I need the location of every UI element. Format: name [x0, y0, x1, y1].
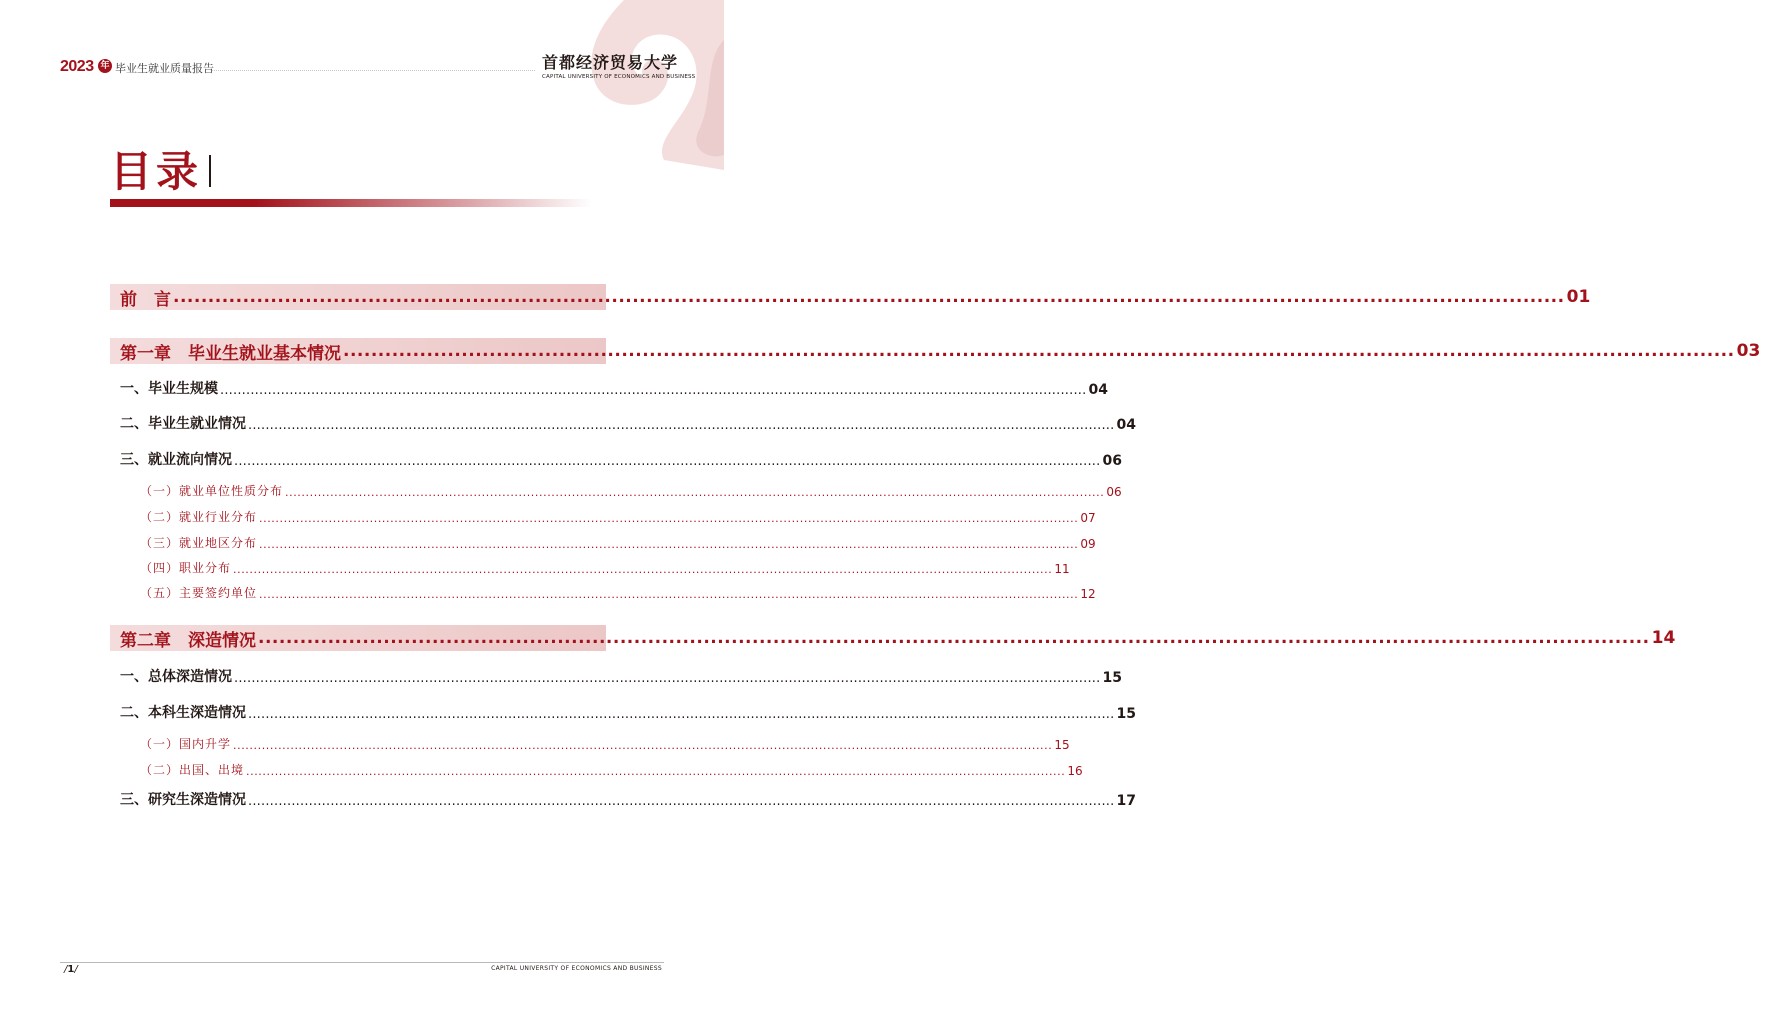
- footer-page-number: /1/: [64, 964, 78, 975]
- toc-entry[interactable]: [110, 509, 1096, 525]
- toc-entry-page: 01: [1566, 287, 1591, 307]
- toc-entry[interactable]: [110, 736, 1070, 752]
- toc-entry[interactable]: [110, 668, 1122, 686]
- toc-entry-page: 15: [1102, 670, 1122, 686]
- toc-leader-dots: ........................................................................................................................................................................................................: [259, 538, 1079, 551]
- toc-leader-dots: ........................................................................................................................................................................................................: [233, 739, 1053, 752]
- page-header: [60, 53, 696, 80]
- toc-entry-label: （四）职业分布: [140, 561, 232, 575]
- toc-entry-label: （一）国内升学: [140, 737, 232, 751]
- toc-leader-dots: ........................................................................................................................................................................................................: [234, 454, 1101, 469]
- toc-entry-label: 一、毕业生规模: [120, 381, 218, 397]
- toc-entry-page: 06: [1106, 485, 1122, 499]
- toc-entry-page: 04: [1116, 417, 1136, 433]
- toc-entry-page: 15: [1116, 706, 1136, 722]
- toc-entry-label: 一、总体深造情况: [120, 669, 232, 685]
- toc-entry-page: 04: [1088, 382, 1108, 398]
- toc-leader-dots: ........................................................................................................................................................................................................: [234, 671, 1101, 686]
- toc-entry[interactable]: [110, 284, 1591, 310]
- toc-entry[interactable]: [110, 483, 1122, 499]
- toc-leader-dots: ........................................................................................................................................................................................................: [246, 765, 1066, 778]
- header-year: 2023: [60, 58, 94, 75]
- toc-entry-label: 前 言: [120, 289, 171, 310]
- toc-leader-dots: ........................................................................................................................................................................................................: [258, 628, 1650, 648]
- header-report-title: 毕业生就业质量报告: [115, 62, 214, 75]
- toc-entry[interactable]: [110, 585, 1096, 601]
- title-divider: [209, 155, 211, 187]
- footer-university-name: CAPITAL UNIVERSITY OF ECONOMICS AND BUSINESS: [491, 965, 662, 972]
- toc-entry[interactable]: [110, 380, 1108, 398]
- toc-leader-dots: ........................................................................................................................................................................................................: [285, 486, 1105, 499]
- toc-entry-page: 03: [1736, 341, 1761, 361]
- toc-entry-page: 07: [1080, 511, 1096, 525]
- toc-entry-page: 17: [1116, 793, 1136, 809]
- logo-chinese-name: 首都经济贸易大学: [542, 53, 679, 72]
- toc-entry-label: 第一章 毕业生就业基本情况: [120, 343, 341, 364]
- footer-page-number-value: 1: [67, 964, 75, 975]
- toc-entry-page: 14: [1651, 628, 1676, 648]
- toc-leader-dots: ........................................................................................................................................................................................................: [259, 588, 1079, 601]
- toc-entry-label: 三、就业流向情况: [120, 452, 232, 468]
- toc-entry-label: 二、毕业生就业情况: [120, 416, 246, 432]
- toc-entry-page: 06: [1102, 453, 1122, 469]
- toc-entry[interactable]: [110, 762, 1083, 778]
- toc-leader-dots: ........................................................................................................................................................................................................: [343, 341, 1735, 361]
- university-logo: [542, 50, 696, 80]
- page-title: 目录: [110, 147, 203, 196]
- toc-entry[interactable]: [110, 338, 1761, 364]
- toc-leader-dots: ........................................................................................................................................................................................................: [248, 794, 1115, 809]
- toc-leader-dots: ........................................................................................................................................................................................................: [248, 418, 1115, 433]
- decorative-swirl: [564, 0, 724, 170]
- toc-entry-page: 09: [1080, 537, 1096, 551]
- toc-entry-label: （一）就业单位性质分布: [140, 484, 284, 498]
- toc-entry[interactable]: [110, 791, 1136, 809]
- logo-english-name: CAPITAL UNIVERSITY OF ECONOMICS AND BUSINESS: [542, 74, 696, 80]
- toc-entry-page: 12: [1080, 587, 1096, 601]
- toc-leader-dots: ........................................................................................................................................................................................................: [220, 383, 1087, 398]
- toc-entry-label: 三、研究生深造情况: [120, 792, 246, 808]
- title-block: [110, 147, 202, 197]
- toc-entry[interactable]: [110, 704, 1136, 722]
- toc-entry-label: （二）出国、出境: [140, 763, 245, 777]
- toc-leader-dots: ........................................................................................................................................................................................................: [259, 512, 1079, 525]
- toc-entry-label: 第二章 深造情况: [120, 630, 256, 651]
- toc-leader-dots: ........................................................................................................................................................................................................: [248, 707, 1115, 722]
- toc-entry[interactable]: [110, 535, 1096, 551]
- footer-rule: [60, 962, 664, 963]
- header-dotted-line: [212, 70, 535, 71]
- toc-leader-dots: ........................................................................................................................................................................................................: [233, 563, 1053, 576]
- header-year-badge: 年: [98, 59, 112, 73]
- title-underline-bar: [110, 199, 592, 207]
- toc-entry[interactable]: [110, 415, 1136, 433]
- page-footer: [60, 958, 664, 978]
- toc-entry-page: 16: [1067, 764, 1083, 778]
- toc-leader-dots: ........................................................................................................................................................................................................: [173, 287, 1565, 307]
- toc-entry-page: 11: [1054, 562, 1070, 576]
- toc-entry-label: 二、本科生深造情况: [120, 705, 246, 721]
- toc-entry-label: （三）就业地区分布: [140, 536, 258, 550]
- toc-entry[interactable]: [110, 560, 1070, 576]
- toc-entry[interactable]: [110, 451, 1122, 469]
- toc-entry[interactable]: [110, 625, 1676, 651]
- toc-entry-label: （五）主要签约单位: [140, 586, 258, 600]
- toc-entry-page: 15: [1054, 738, 1070, 752]
- toc-entry-label: （二）就业行业分布: [140, 510, 258, 524]
